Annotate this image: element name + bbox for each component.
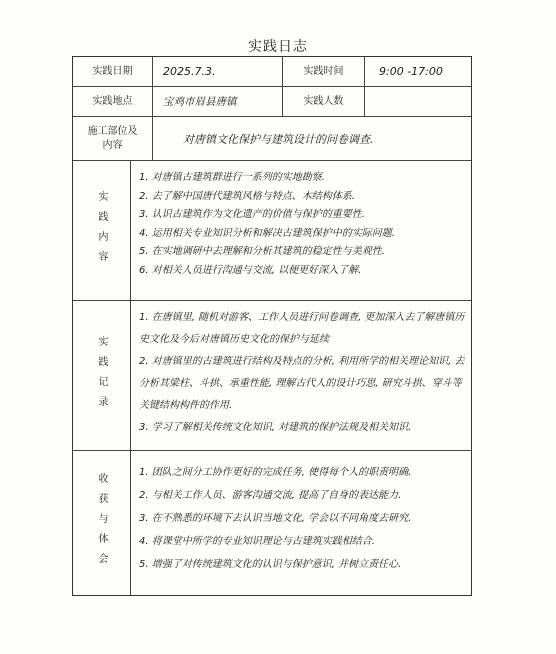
- gains-side-label: [73, 451, 131, 595]
- list-item: 5. 在实地调研中去理解和分析其建筑的稳定性与美观性.: [139, 246, 385, 257]
- list-item: 1. 在唐镇里, 随机对游客、工作人员进行问卷调查, 更加深入去了解唐镇历史文化及今后对唐镇历史文化的保护与延续: [139, 312, 465, 345]
- place-label: 实践地点: [73, 87, 153, 116]
- place-value: 宝鸡市眉县唐镇: [153, 87, 283, 116]
- people-label: 实践人数: [283, 87, 365, 116]
- list-item: 1. 对唐镇古建筑群进行一系列的实地勘察.: [139, 172, 325, 183]
- time-label: 实践时间: [283, 57, 365, 86]
- row-place-people: [73, 87, 471, 117]
- content-side-label: [73, 161, 131, 300]
- page-title: 实践日志: [248, 39, 308, 55]
- list-item: 3. 学习了解相关传统文化知识, 对建筑的保护法规及相关知识.: [139, 422, 412, 433]
- section-content: [73, 161, 471, 301]
- row-date-time: [73, 57, 471, 87]
- gains-label: 收获与体会: [96, 473, 107, 573]
- content-label: 实践内容: [96, 190, 107, 271]
- gains-list: [131, 451, 471, 595]
- list-item: 3. 认识古建筑作为文化遗产的价值与保护的重要性.: [139, 209, 365, 220]
- list-item: 2. 去了解中国唐代建筑风格与特点、木结构体系.: [139, 190, 355, 202]
- section-gains: [73, 451, 471, 595]
- record-side-label: [73, 301, 131, 450]
- time-value: 9:00 -17:00: [379, 65, 443, 78]
- row-work-scope: [73, 117, 471, 161]
- list-item: 5. 增强了对传统建筑文化的认识与保护意识, 并树立责任心.: [139, 559, 402, 570]
- record-list: [131, 301, 471, 450]
- section-record: [73, 301, 471, 451]
- record-label: 实践记录: [96, 335, 107, 416]
- content-list: [131, 161, 471, 300]
- people-value: [365, 87, 471, 116]
- list-item: 1. 团队之间分工协作更好的完成任务, 使得每个人的职责明确.: [139, 467, 412, 478]
- work-value: 对唐镇文化保护与建筑设计的问卷调查.: [183, 132, 374, 146]
- date-label: 实践日期: [73, 57, 153, 86]
- list-item: 4. 运用相关专业知识分析和解决古建筑保护中的实际问题.: [139, 227, 395, 239]
- list-item: 2. 对唐镇里的古建筑进行结构及特点的分析, 利用所学的相关理论知识, 去分析其梁柱、斗拱、承重性能, 理解古代人的设计巧思, 研究斗拱、穿斗等关键结构构件的作用.: [139, 356, 465, 411]
- list-item: 2. 与相关工作人员、游客沟通交流, 提高了自身的表达能力.: [139, 490, 402, 501]
- list-item: 3. 在不熟悉的环境下去认识当地文化, 学会以不同角度去研究.: [139, 513, 412, 524]
- work-label: 施工部位及内容: [73, 117, 153, 160]
- list-item: 4. 将课堂中所学的专业知识理论与古建筑实践相结合.: [139, 536, 375, 547]
- list-item: 6. 对相关人员进行沟通与交流, 以便更好深入了解.: [139, 264, 362, 276]
- date-value: 2025.7.3.: [153, 57, 283, 86]
- practice-log-table: [72, 56, 472, 596]
